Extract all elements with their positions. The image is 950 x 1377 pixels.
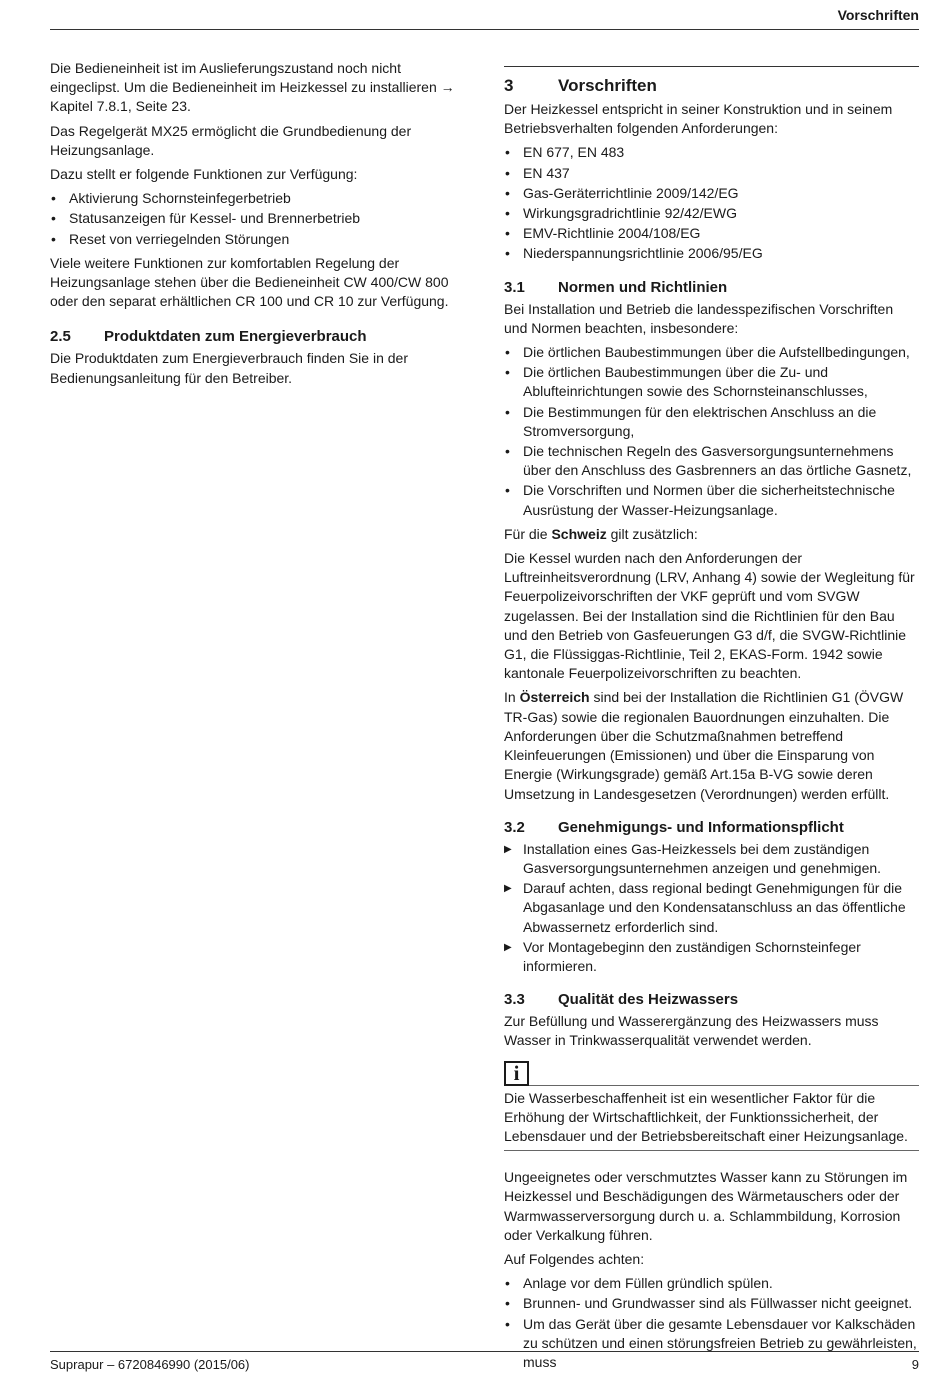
list-item: • Wirkungsgradrichtlinie 92/42/EWG	[504, 204, 919, 223]
paragraph: Die Kessel wurden nach den Anforderungen der Luftreinheitsverordnung (LRV, Anhang 4) sowie der Wegleitung für Feuerpolizeivorschriften der VKF geprüft und vom SVGW zugelassen. Bei der Installation sind die Richtlinien für den Bau und den Betrieb von Gasfeuerungen G3 d/f, die SVGW-Richtlinie G1, die Flüssiggas-Richtlinie, Teil 2, EKAS-Form. 1942 sowie kantonale Feuerpolizeivorschriften zu beachten.	[504, 550, 915, 682]
list-item: • Die örtlichen Baubestimmungen über die Aufstellbedingungen,	[504, 343, 919, 362]
section-number: 3.2	[504, 818, 525, 836]
paragraph: Ungeeignetes oder verschmutztes Wasser kann zu Störungen im Heizkessel und Beschädigungen des Wärmetauschers oder der Warmwasserversorgung durch u. a. Schlammbildung, Korrosion oder Verkalkung führen.	[504, 1169, 908, 1243]
paragraph: Die Bedieneinheit ist im Auslieferungszustand noch nicht eingeclipst. Um die Bedieneinheit im Heizkessel zu installieren → Kapitel 7.8.1, Seite 23.	[50, 60, 455, 115]
text-span: Für die	[504, 525, 552, 542]
paragraph: Bei Installation und Betrieb die landesspezifischen Vorschriften und Normen beachten, insbesondere:	[504, 300, 894, 336]
instruction-list	[504, 840, 919, 976]
list-item: • Aktivierung Schornsteinfegerbetrieb	[50, 189, 470, 208]
function-list	[50, 189, 470, 249]
info-rule	[529, 1084, 919, 1086]
list-item: • Anlage vor dem Füllen gründlich spülen.	[504, 1274, 919, 1293]
chapter-heading-3	[504, 75, 919, 97]
list-item: • Reset von verriegelnden Störungen	[50, 230, 470, 249]
header-rule	[50, 29, 919, 30]
page-number: 9	[911, 1357, 919, 1372]
list-item: • Die Vorschriften und Normen über die sicherheitstechnische Ausrüstung der Wasser-Heizungsanlage.	[504, 481, 919, 519]
section-title: Qualität des Heizwassers	[558, 991, 739, 1009]
instruction-item: ▶ Vor Montagebeginn den zuständigen Schornsteinfeger informieren.	[504, 938, 919, 976]
left-column	[50, 59, 470, 393]
country-name: Schweiz	[551, 525, 607, 542]
paragraph: Viele weitere Funktionen zur komfortablen Regelung der Heizungsanlage stehen über die Bedieneinheit CW 400/CW 800 oder den separat erhältlichen CR 100 und CR 10 zur Verfügung.	[50, 254, 449, 310]
running-header-title: Vorschriften	[837, 7, 919, 23]
right-column	[504, 66, 919, 1377]
text-span: sind bei der Installation die Richtlinien G1 (ÖVGW TR-Gas) sowie die regionalen Bauordnungen einzuhalten. Die Anforderungen über die Schutzmaßnahmen betreffend Kleinfeuerungen (Emissionen) und über die Einsparung von Energie (Wirkungsgrade) gemäß Art.15a B-VG sowie deren Umsetzung in Landesgesetzen (Verordnungen) werden erfüllt.	[504, 689, 904, 802]
paragraph: Auf Folgendes achten:	[504, 1250, 645, 1267]
regulations-list	[504, 343, 919, 520]
section-heading-3-3	[504, 990, 919, 1010]
footer-rule	[50, 1351, 919, 1352]
instruction-item: ▶ Installation eines Gas-Heizkessels bei dem zuständigen Gasversorgungsunternehmen anzeigen und genehmigen.	[504, 840, 919, 878]
list-item: • EN 437	[504, 164, 919, 183]
list-item: • Die technischen Regeln des Gasversorgungsunternehmens über den Anschluss des Gasbrenners an das örtliche Gasnetz,	[504, 442, 919, 480]
section-number: 2.5	[50, 328, 71, 346]
water-list	[504, 1274, 919, 1372]
section-heading-2-5	[50, 327, 470, 347]
paragraph: Die Produktdaten zum Energieverbrauch finden Sie in der Bedienungsanleitung für den Betreiber.	[50, 350, 408, 386]
list-item: • Die örtlichen Baubestimmungen über die Zu- und Ablufteinrichtungen sowie des Schornsteinanschlusses,	[504, 363, 919, 401]
switzerland-intro	[504, 525, 919, 544]
section-title: Produktdaten zum Energieverbrauch	[104, 328, 367, 346]
list-item: • Statusanzeigen für Kessel- und Brennerbetrieb	[50, 209, 470, 228]
country-name: Österreich	[519, 689, 590, 706]
info-icon: i	[504, 1061, 529, 1086]
info-note	[504, 1061, 919, 1152]
footer-document-id: Suprapur – 6720846990 (2015/06)	[50, 1357, 250, 1372]
list-item: • EMV-Richtlinie 2004/108/EG	[504, 224, 919, 243]
section-heading-3-2	[504, 818, 919, 838]
chapter-title: Vorschriften	[558, 76, 657, 95]
list-item: • Brunnen- und Grundwasser sind als Füllwasser nicht geeignet.	[504, 1294, 919, 1313]
austria-paragraph	[504, 688, 919, 803]
section-number: 3.3	[504, 991, 525, 1009]
paragraph: Der Heizkessel entspricht in seiner Konstruktion und in seinem Betriebsverhalten folgenden Anforderungen:	[504, 101, 893, 137]
list-item: • Gas-Geräterrichtlinie 2009/142/EG	[504, 184, 919, 203]
note-text: Die Wasserbeschaffenheit ist ein wesentlicher Faktor für die Erhöhung der Wirtschaftlichkeit, der Funktionssicherheit, der Lebensdauer und der Betriebsbereitschaft einer Heizungsanlage.	[504, 1089, 908, 1144]
list-item: • Um das Gerät über die gesamte Lebensdauer vor Kalkschäden zu schützen und einen störungsfreien Betrieb zu gewährleisten, muss	[504, 1315, 919, 1373]
section-heading-3-1	[504, 278, 919, 298]
requirements-list	[504, 143, 919, 263]
section-title: Normen und Richtlinien	[558, 278, 728, 296]
paragraph: Zur Befüllung und Wasserergänzung des Heizwassers muss Wasser in Trinkwasserqualität verwendet werden.	[504, 1013, 879, 1049]
paragraph: Das Regelgerät MX25 ermöglicht die Grundbedienung der Heizungsanlage.	[50, 122, 412, 158]
section-number: 3.1	[504, 278, 525, 296]
list-item: • EN 677, EN 483	[504, 143, 919, 162]
instruction-item: ▶ Darauf achten, dass regional bedingt Genehmigungen für die Abgasanlage und den Kondensatanschluss an das öffentliche Abwassernetz erforderlich sind.	[504, 879, 919, 937]
chapter-number: 3	[504, 76, 514, 95]
info-note-header	[504, 1061, 919, 1086]
list-item: • Die Bestimmungen für den elektrischen Anschluss an die Stromversorgung,	[504, 403, 919, 441]
text-span: In	[504, 689, 520, 706]
list-item: • Niederspannungsrichtlinie 2006/95/EG	[504, 244, 919, 263]
section-title: Genehmigungs- und Informationspflicht	[558, 818, 844, 836]
paragraph: Dazu stellt er folgende Funktionen zur Verfügung:	[50, 166, 358, 183]
text-span: gilt zusätzlich:	[606, 525, 698, 542]
